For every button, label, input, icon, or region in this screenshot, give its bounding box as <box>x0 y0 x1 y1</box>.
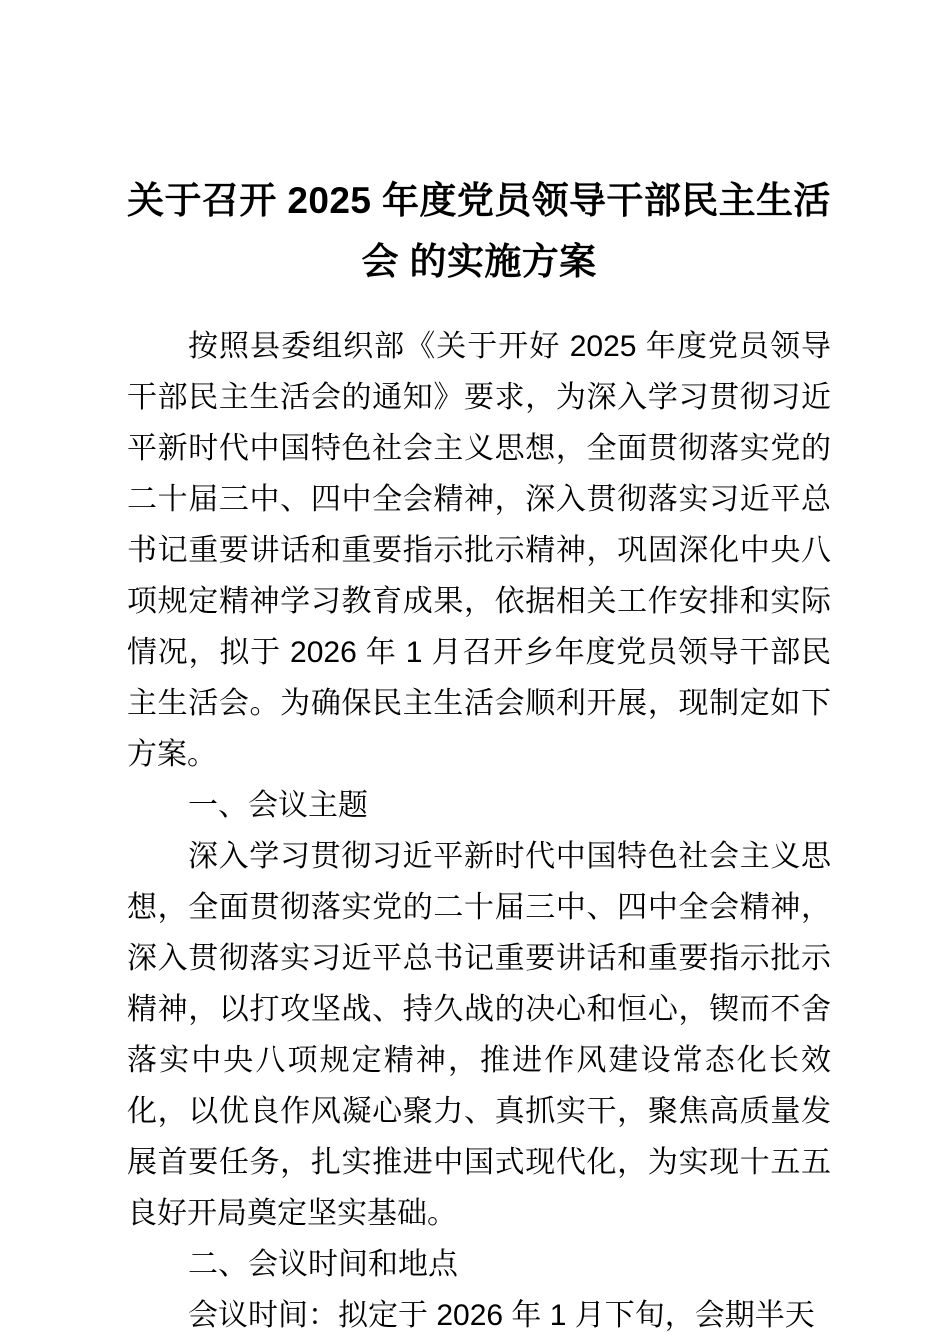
section-heading-one: 一、会议主题 <box>188 789 368 822</box>
paragraph-section-one-body: 深入学习贯彻习近平新时代中国特色社会主义思想，全面贯彻落实党的二十届三中、四中全会精神，深入贯彻落实习近平总书记重要讲话和重要指示批示精神，以打攻坚战、持久战的决心和恒心，锲而不舍落实中央八项规定精神，推进作风建设常态化长效化，以优良作风凝心聚力、真抓实干，聚焦高质量发展首要任务，扎实推进中国式现代化，为实现十五五良好开局奠定坚实基础。 <box>127 840 831 1230</box>
document-content <box>127 0 831 1344</box>
paragraph-section-two-body: 会议时间：拟定于 2026 年 1 月下旬，会期半天 <box>188 1299 815 1332</box>
section-heading-two: 二、会议时间和地点 <box>188 1248 458 1281</box>
page-title <box>127 0 831 292</box>
paragraph-intro: 按照县委组织部《关于开好 2025 年度党员领导干部民主生活会的通知》要求，为深入学习贯彻习近平新时代中国特色社会主义思想，全面贯彻落实党的二十届三中、四中全会精神，深入贯彻落实习近平总书记重要讲话和重要指示批示精神，巩固深化中央八项规定精神学习教育成果，依据相关工作安排和实际情况，拟于 2026 年 1 月召开乡年度党员领导干部民主生活会。为确保民主生活会顺利开展，现制定如下方案。 <box>127 330 831 771</box>
page-title-line-2: 的实施方案 <box>409 241 597 282</box>
page-title-line-1: 关于召开 2025 年度党员领导干部民主生活会 <box>127 180 831 282</box>
